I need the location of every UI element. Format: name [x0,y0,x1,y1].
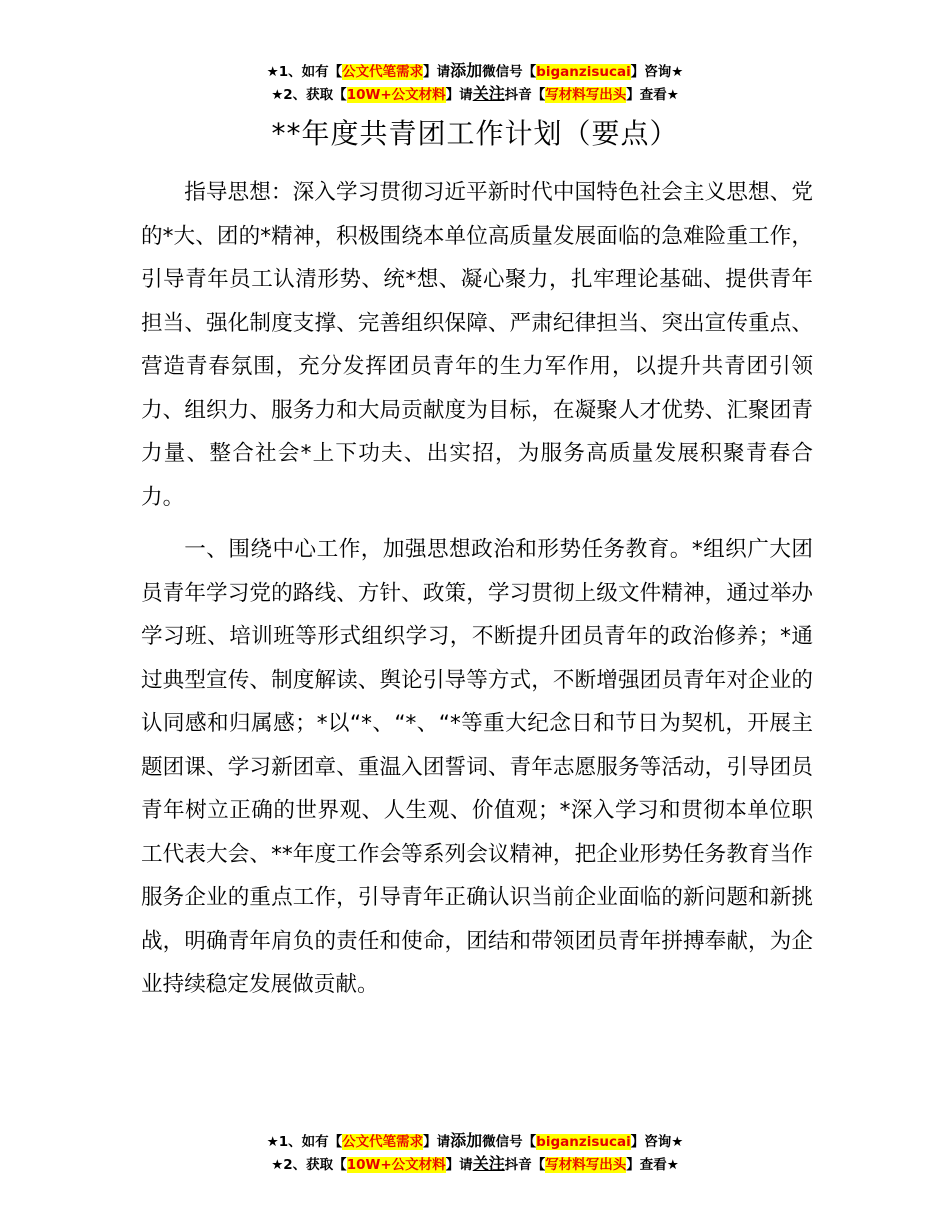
document-title: **年度共青团工作计划（要点） [271,117,679,150]
douyin-account-highlight: 写材料写出头 [545,87,627,103]
banner-text: 微信号【 [482,1134,537,1150]
banner-text: ★1、如有【 [266,1134,343,1150]
banner-text: 】咨询★ [630,1134,684,1150]
banner-text: 】查看★ [626,87,679,103]
footer-banner-line-1 [0,1130,950,1153]
wechat-id-highlight: biganzisucai [536,64,631,80]
ghostwriting-highlight: 公文代笔需求 [342,1134,424,1150]
banner-text: ★1、如有【 [266,64,343,80]
footer-banner [0,1130,950,1176]
ghostwriting-highlight: 公文代笔需求 [342,64,424,80]
wechat-id-highlight: biganzisucai [536,1134,631,1150]
banner-text: 抖音【 [504,1157,546,1173]
banner-emphasis: 添加 [450,1131,483,1150]
footer-banner-line-2 [0,1153,950,1176]
header-banner-line-1 [0,60,950,83]
materials-highlight: 10W+公文材料 [346,87,446,103]
banner-text: 】咨询★ [630,64,684,80]
banner-text: 】请 [445,1157,473,1173]
banner-text: ★2、获取【 [271,1157,347,1173]
banner-emphasis: 关注 [472,84,505,103]
banner-emphasis: 添加 [450,61,483,80]
banner-emphasis: 关注 [472,1154,505,1173]
section-one-paragraph: 一、围绕中心工作，加强思想政治和形势任务教育。*组织广大团员青年学习党的路线、方针、政策，学习贯彻上级文件精神，通过举办学习班、培训班等形式组织学习，不断提升团员青年的政治修养；*通过典型宣传、制度解读、舆论引导等方式，不断增强团员青年对企业的认同感和归属感；*以“*、“*、“*等重大纪念日和节日为契机，开展主题团课、学习新团章、重温入团誓词、青年志愿服务等活动，引导团员青年树立正确的世界观、人生观、价值观；*深入学习和贯彻本单位职工代表大会、**年度工作会等系列会议精神，把企业形势任务教育当作服务企业的重点工作，引导青年正确认识当前企业面临的新问题和新挑战，明确青年肩负的责任和使命，团结和带领团员青年拼搏奉献，为企业持续稳定发展做贡献。 [141,537,813,997]
header-banner [0,60,950,106]
banner-text: 】请 [423,1134,451,1150]
banner-text: 】请 [445,87,473,103]
banner-text: 】查看★ [626,1157,679,1173]
banner-text: 抖音【 [504,87,546,103]
banner-text: 微信号【 [482,64,537,80]
banner-text: 】请 [423,64,451,80]
guiding-ideology-paragraph: 指导思想：深入学习贯彻习近平新时代中国特色社会主义思想、党的*大、团的*精神，积极围绕本单位高质量发展面临的急难险重工作，引导青年员工认清形势、统*想、凝心聚力，扎牢理论基础、提供青年担当、强化制度支撑、完善组织保障、严肃纪律担当、突出宣传重点、营造青春氛围，充分发挥团员青年的生力军作用，以提升共青团引领力、组织力、服务力和大局贡献度为目标，在凝聚人才优势、汇聚团青力量、整合社会*上下功夫、出实招，为服务高质量发展积聚青春合力。 [141,180,813,510]
banner-text: ★2、获取【 [271,87,347,103]
materials-highlight: 10W+公文材料 [346,1157,446,1173]
douyin-account-highlight: 写材料写出头 [545,1157,627,1173]
header-banner-line-2 [0,83,950,106]
document-body [141,171,813,1007]
